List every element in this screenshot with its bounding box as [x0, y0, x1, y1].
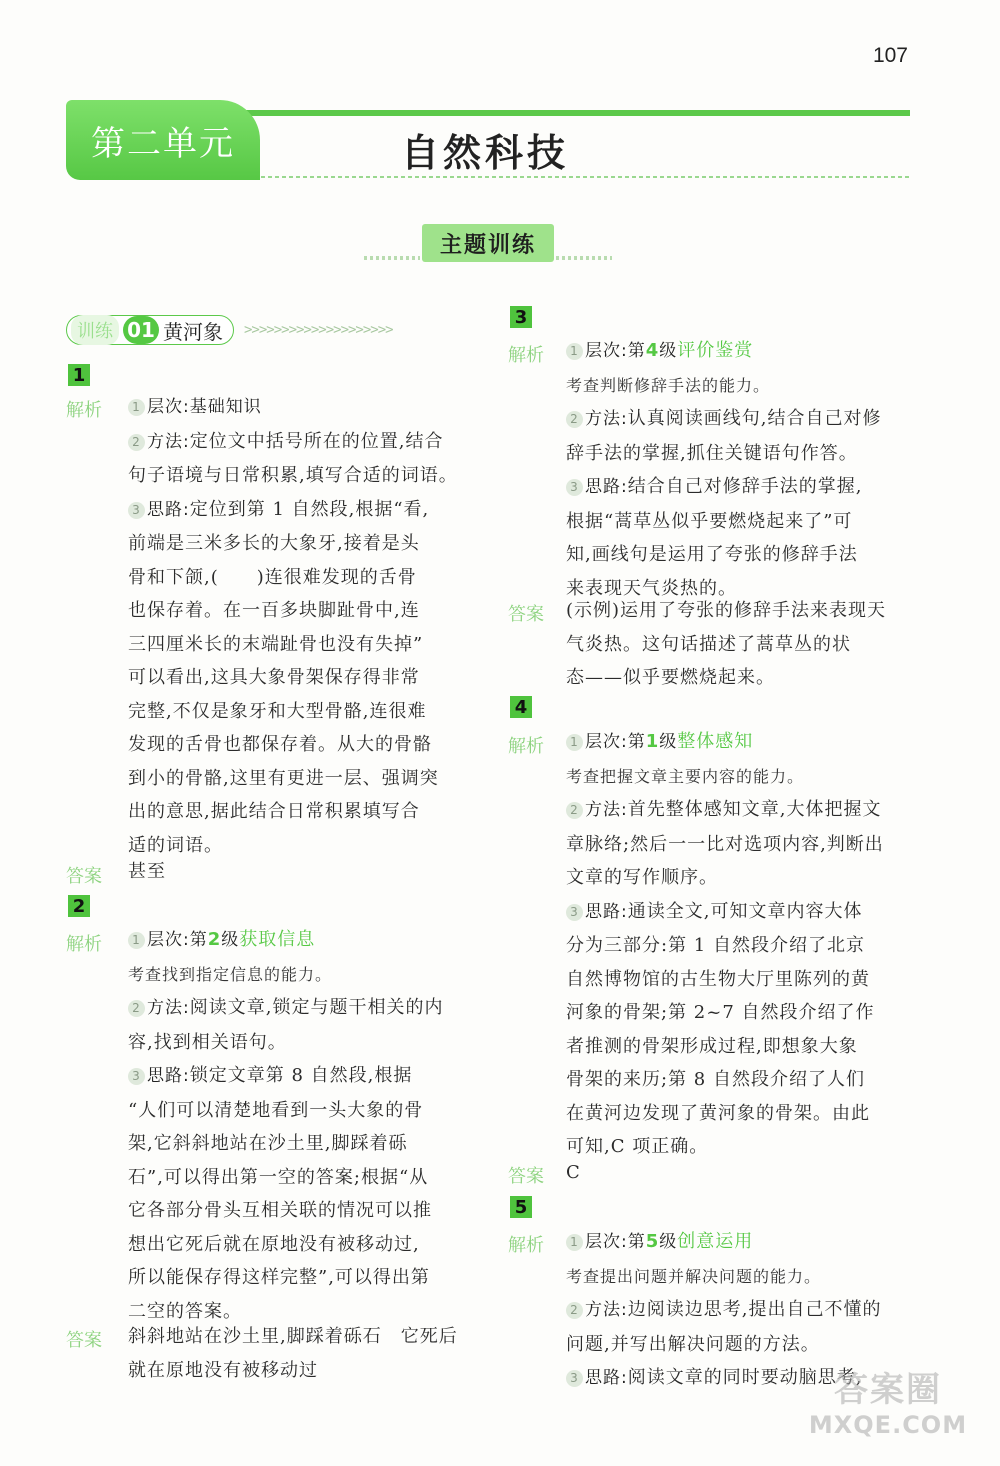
answer-tag: 答案 [508, 604, 544, 625]
circled-number-icon: 1 [128, 399, 145, 416]
circled-number-icon: 1 [566, 1234, 583, 1251]
circled-number-icon: 1 [128, 932, 145, 949]
training-label: 训练 [71, 315, 119, 345]
watermark-en: MXQE.COM [808, 1411, 968, 1439]
question-number-5: 5 [510, 1196, 532, 1218]
training-title: 黄河象 [163, 319, 223, 344]
circled-number-icon: 2 [566, 802, 583, 819]
question-number-3: 3 [510, 306, 532, 328]
circled-number-icon: 3 [566, 904, 583, 921]
circled-number-icon: 3 [566, 1370, 583, 1387]
q2-analysis: 1 层次:第2级获取信息 考查找到指定信息的能力。 2 方法:阅读文章,锁定与题干相关的内 容,找到相关语句。 3 思路:锁定文章第 8 自然段,根据 “人们可以清楚地看到一头大象的骨 架,它斜斜地站在沙土里,脚踩着砾 石”,可以得出第一空的答案;根据“从 它各部分骨头互相关联的情况可以推 想出它死后就在原地没有被移动过, 所以能保存得这样完整”,可以得出第 二空的答案。 [128, 929, 444, 1322]
question-number-2: 2 [68, 895, 90, 917]
circled-number-icon: 3 [566, 479, 583, 496]
watermark [788, 1362, 988, 1442]
q1-level: 基础知识 [189, 397, 262, 417]
circled-number-icon: 3 [128, 502, 145, 519]
question-number-1: 1 [68, 364, 90, 386]
q2-answer: 斜斜地站在沙土里,脚踩着砾石 它死后 就在原地没有被移动过 [128, 1326, 458, 1381]
section-badge: 主题训练 [422, 224, 554, 262]
circled-number-icon: 2 [128, 1000, 145, 1017]
unit-title: 自然科技 [400, 131, 569, 175]
training-arrows: >>>>>>>>>>>>>>>>>>>> [244, 322, 393, 338]
circled-number-icon: 1 [566, 734, 583, 751]
unit-header-bar [240, 110, 910, 116]
training-number: 01 [123, 316, 159, 344]
unit-tab: 第二单元 [66, 100, 260, 180]
section-dots-right [556, 256, 612, 260]
page-number: 107 [872, 44, 908, 67]
q1-analysis: 1 层次:基础知识 2 方法:定位文中括号所在的位置,结合 句子语境与日常积累,填写合适的词语。 3 思路:定位到第 1 自然段,根据“看, 前端是三米多长的大象牙,接着是头 骨和下颌,( )连很难发现的舌骨 也保存着。在一百多块脚趾骨中,连 三四厘米长的末端趾骨也没有失掉” 可以看出,这具大象骨架保存得非常 完整,不仅是象牙和大型骨骼,连很难 发现的舌骨也都保存着。从大的骨骼 到小的骨骼,这里有更进一层、强调突 出的意思,据此结合日常积累填写合 适的词语。 [128, 397, 458, 856]
circled-number-icon: 2 [128, 434, 145, 451]
training-header [66, 314, 393, 346]
analysis-tag: 解析 [66, 400, 102, 421]
circled-number-icon: 2 [566, 1302, 583, 1319]
question-number-4: 4 [510, 696, 532, 718]
circled-number-icon: 3 [128, 1068, 145, 1085]
watermark-cn: 答案圈 [834, 1370, 942, 1410]
q1-answer: 甚至 [128, 861, 166, 882]
training-pill [66, 315, 234, 345]
answer-tag: 答案 [508, 1166, 544, 1187]
circled-number-icon: 1 [566, 343, 583, 360]
q3-answer: (示例)运用了夸张的修辞手法来表现天 气炎热。这句话描述了蒿草丛的状 态——似乎要燃烧起来。 [566, 600, 887, 688]
q5-analysis: 1 层次:第5级创意运用 考查提出问题并解决问题的能力。 2 方法:边阅读边思考,提出自己不懂的 问题,并写出解决问题的方法。 3 思路:阅读文章的同时要动脑思考, [566, 1231, 882, 1388]
q3-analysis: 1 层次:第4级评价鉴赏 考查判断修辞手法的能力。 2 方法:认真阅读画线句,结合自己对修 辞手法的掌握,抓住关键语句作答。 3 思路:结合自己对修辞手法的掌握, 根据“蒿草丛似乎要燃烧起来了”可 知,画线句是运用了夸张的修辞手法 来表现天气炎热的。 [566, 340, 882, 599]
answer-tag: 答案 [66, 866, 102, 887]
q4-analysis: 1 层次:第1级整体感知 考查把握文章主要内容的能力。 2 方法:首先整体感知文章,大体把握文 章脉络;然后一一比对选项内容,判断出 文章的写作顺序。 3 思路:通读全文,可知文章内容大体 分为三部分:第 1 自然段介绍了北京 自然博物馆的古生物大厅里陈列的黄 河象的骨架;第 2~7 自然段介绍了作 者推测的骨架形成过程,即想象大象 骨架的来历;第 8 自然段介绍了人们 在黄河边发现了黄河象的骨架。由此 可知,C 项正确。 [566, 731, 884, 1157]
section-dots-left [364, 256, 420, 260]
q4-answer: C [566, 1162, 581, 1183]
analysis-tag: 解析 [508, 1235, 544, 1256]
answer-tag: 答案 [66, 1330, 102, 1351]
analysis-tag: 解析 [508, 345, 544, 366]
circled-number-icon: 2 [566, 411, 583, 428]
analysis-tag: 解析 [66, 934, 102, 955]
analysis-tag: 解析 [508, 736, 544, 757]
